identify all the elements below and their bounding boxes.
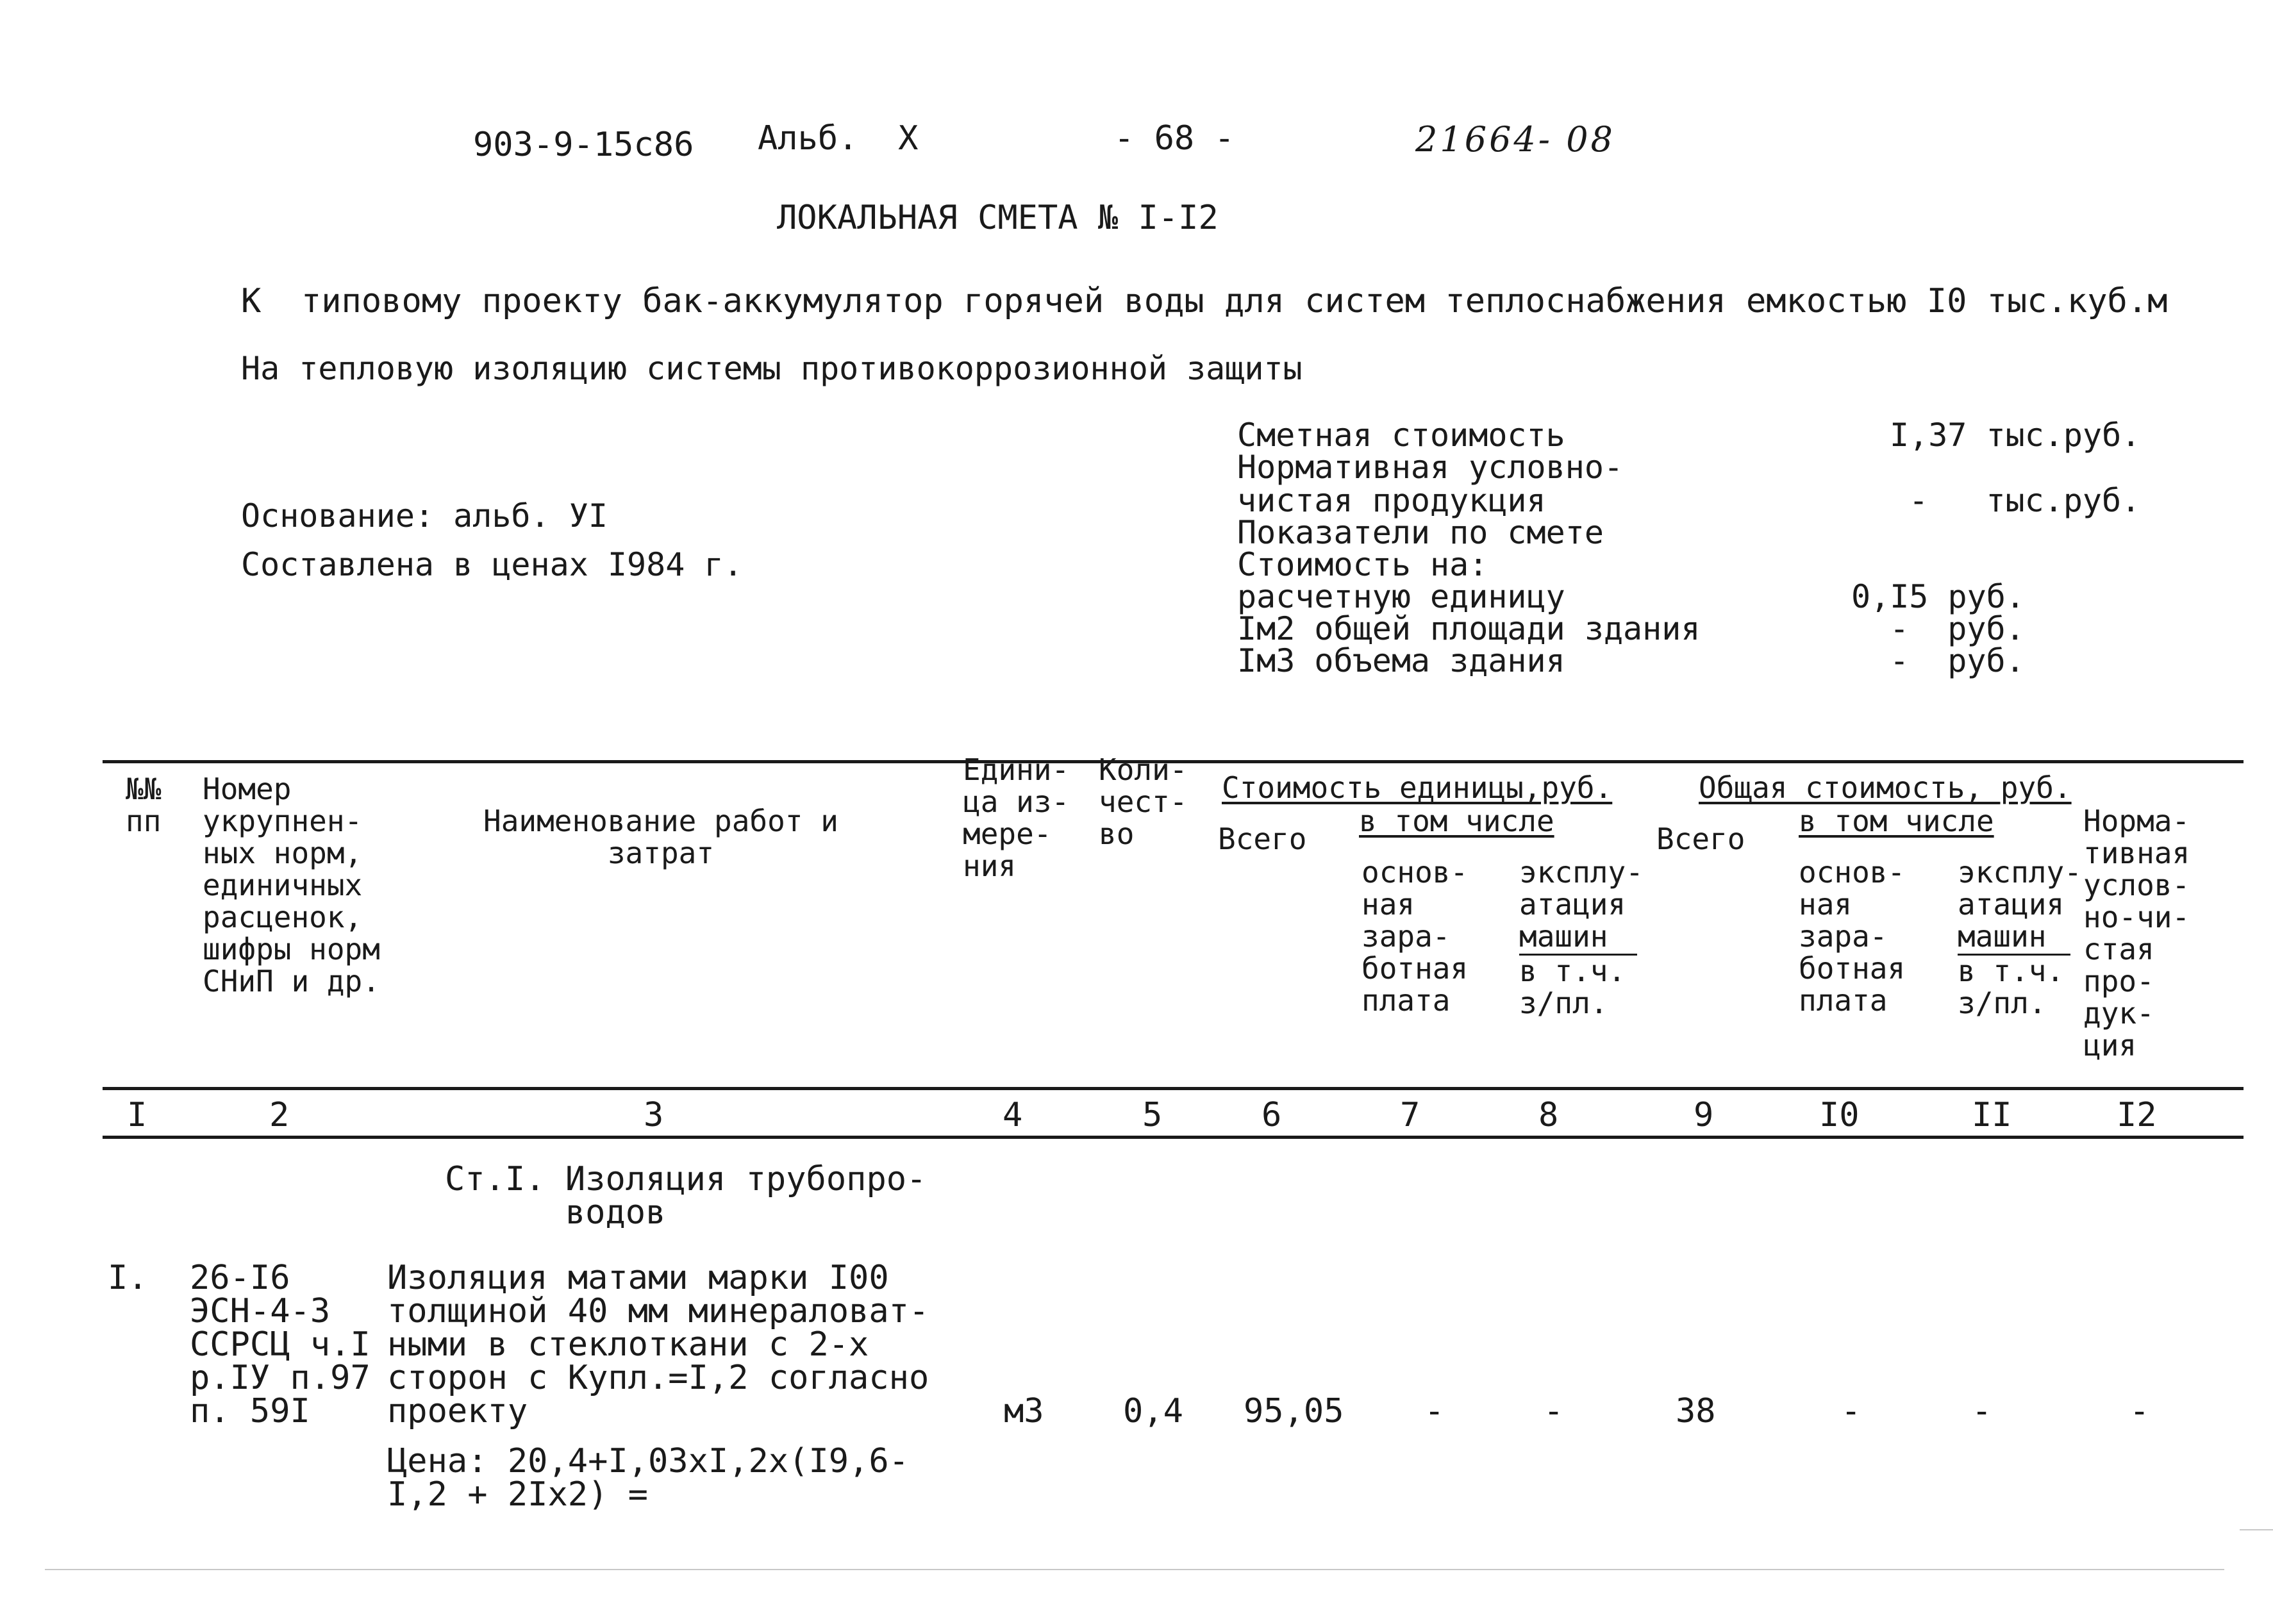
estimated-cost-value: I,37 тыс.руб. <box>1890 417 2141 454</box>
header-total: Всего <box>1656 822 1745 856</box>
row-total-wage: - <box>1841 1392 1861 1430</box>
column-number: II <box>1972 1096 2012 1134</box>
row-normative-product: - <box>2129 1392 2150 1430</box>
header-total-machines-wage: в т.ч. з/пл. <box>1958 954 2065 1020</box>
row-unit-wage: - <box>1424 1392 1445 1430</box>
header-quantity: Коли- чест- во <box>1099 752 1188 851</box>
unit-cost-value: 0,I5 руб. <box>1851 578 2025 615</box>
scan-edge-line <box>2240 1529 2273 1530</box>
page-number: - 68 - <box>1114 119 1235 158</box>
unit-cost-label: расчетную единицу <box>1237 578 1565 615</box>
column-number: 8 <box>1538 1096 1559 1134</box>
estimate-title: ЛОКАЛЬНАЯ СМЕТА № I-I2 <box>777 199 1219 237</box>
row-unit-machines: - <box>1544 1392 1564 1430</box>
header-unit-machines: эксплу- атация машин <box>1519 855 1644 954</box>
column-number: 3 <box>644 1096 664 1134</box>
price-level: Составлена в ценах I984 г. <box>241 546 743 583</box>
header-total-wage: основ- ная зара- ботная плата <box>1799 855 1906 1018</box>
area-cost-value: - руб. <box>1890 610 2025 647</box>
handwritten-inventory-number: 21664- 08 <box>1415 119 1615 160</box>
row-unit-total: 95,05 <box>1244 1392 1344 1430</box>
area-cost-label: Iм2 общей площади здания <box>1237 610 1701 647</box>
document-code: 903-9-15с86 <box>473 126 694 164</box>
row-price-formula: Цена: 20,4+I,03хI,2х(I9,6- I,2 + 2Iх2) = <box>387 1442 909 1514</box>
row-quantity: 0,4 <box>1123 1392 1183 1430</box>
header-unit: Едини- ца из- мере- ния <box>963 752 1070 883</box>
indicators-label: Показатели по смете <box>1237 514 1604 551</box>
column-numbers-bottom-rule <box>103 1136 2244 1139</box>
row-total-machines: - <box>1972 1392 1992 1430</box>
cost-on-label: Стоимость на: <box>1237 546 1488 583</box>
column-number: I2 <box>2117 1096 2157 1134</box>
header-unit-wage: основ- ная зара- ботная плата <box>1361 855 1469 1018</box>
column-number: 9 <box>1694 1096 1714 1134</box>
header-total-machines: эксплу- атация машин <box>1958 855 2082 954</box>
subject-line: На тепловую изоляцию системы противокоррозионной защиты <box>241 350 1303 387</box>
column-number: 6 <box>1261 1096 1282 1134</box>
header-unit-total: Всего <box>1218 822 1307 856</box>
estimated-cost-label: Сметная стоимость <box>1237 417 1565 454</box>
volume-cost-value: - руб. <box>1890 642 2025 679</box>
column-number: 7 <box>1400 1096 1420 1134</box>
row-unit: м3 <box>1004 1392 1044 1430</box>
project-line: К типовому проекту бак-аккумулятор горячей воды для систем теплоснабжения емкостью I0 тыс.куб.м <box>241 282 2168 320</box>
row-norm-code: 26-I6 ЭСН-4-3 ССРСЦ ч.I р.IУ п.97 п. 59I <box>190 1259 371 1430</box>
header-bottom-rule <box>103 1087 2244 1090</box>
scan-edge-line <box>45 1569 2224 1570</box>
row-total: 38 <box>1676 1392 1716 1430</box>
normative-value: - тыс.руб. <box>1909 482 2141 519</box>
album-label: Альб. X <box>758 119 919 158</box>
column-number: 5 <box>1142 1096 1163 1134</box>
normative-label-2: чистая продукция <box>1237 482 1546 519</box>
header-norm-code: Номер укрупнен- ных норм, единичных расценок, шифры норм СНиП и др. <box>203 772 380 998</box>
header-row-number: №№ пп <box>126 772 162 838</box>
column-number: 2 <box>269 1096 290 1134</box>
row-number: I. <box>108 1259 148 1297</box>
header-unit-including: в том числе <box>1359 804 1554 838</box>
basis-reference: Основание: альб. УI <box>241 497 608 534</box>
header-total-cost-group: Общая стоимость, руб. <box>1699 770 2072 805</box>
normative-label: Нормативная условно- <box>1237 449 1624 486</box>
column-number: 4 <box>1003 1096 1023 1134</box>
column-number: I <box>127 1096 147 1134</box>
volume-cost-label: Iм3 объема здания <box>1237 642 1565 679</box>
header-unit-cost-group: Стоимость единицы,руб. <box>1222 770 1613 805</box>
header-unit-machines-wage: в т.ч. з/пл. <box>1519 954 1626 1020</box>
row-work-name: Изоляция матами марки I00 толщиной 40 мм минераловат- ными в стеклоткани с 2-х сторон с Купл.=I,2 согласно проекту <box>387 1259 929 1430</box>
section-title: Ст.I. Изоляция трубопро- водов <box>445 1160 927 1232</box>
header-total-including: в том числе <box>1799 804 1994 838</box>
header-normative-product: Норма- тивная услов- но-чи- стая про- дук- ция <box>2083 804 2190 1063</box>
column-number: I0 <box>1819 1096 1860 1134</box>
header-work-name: Наименование работ и затрат <box>483 804 838 870</box>
